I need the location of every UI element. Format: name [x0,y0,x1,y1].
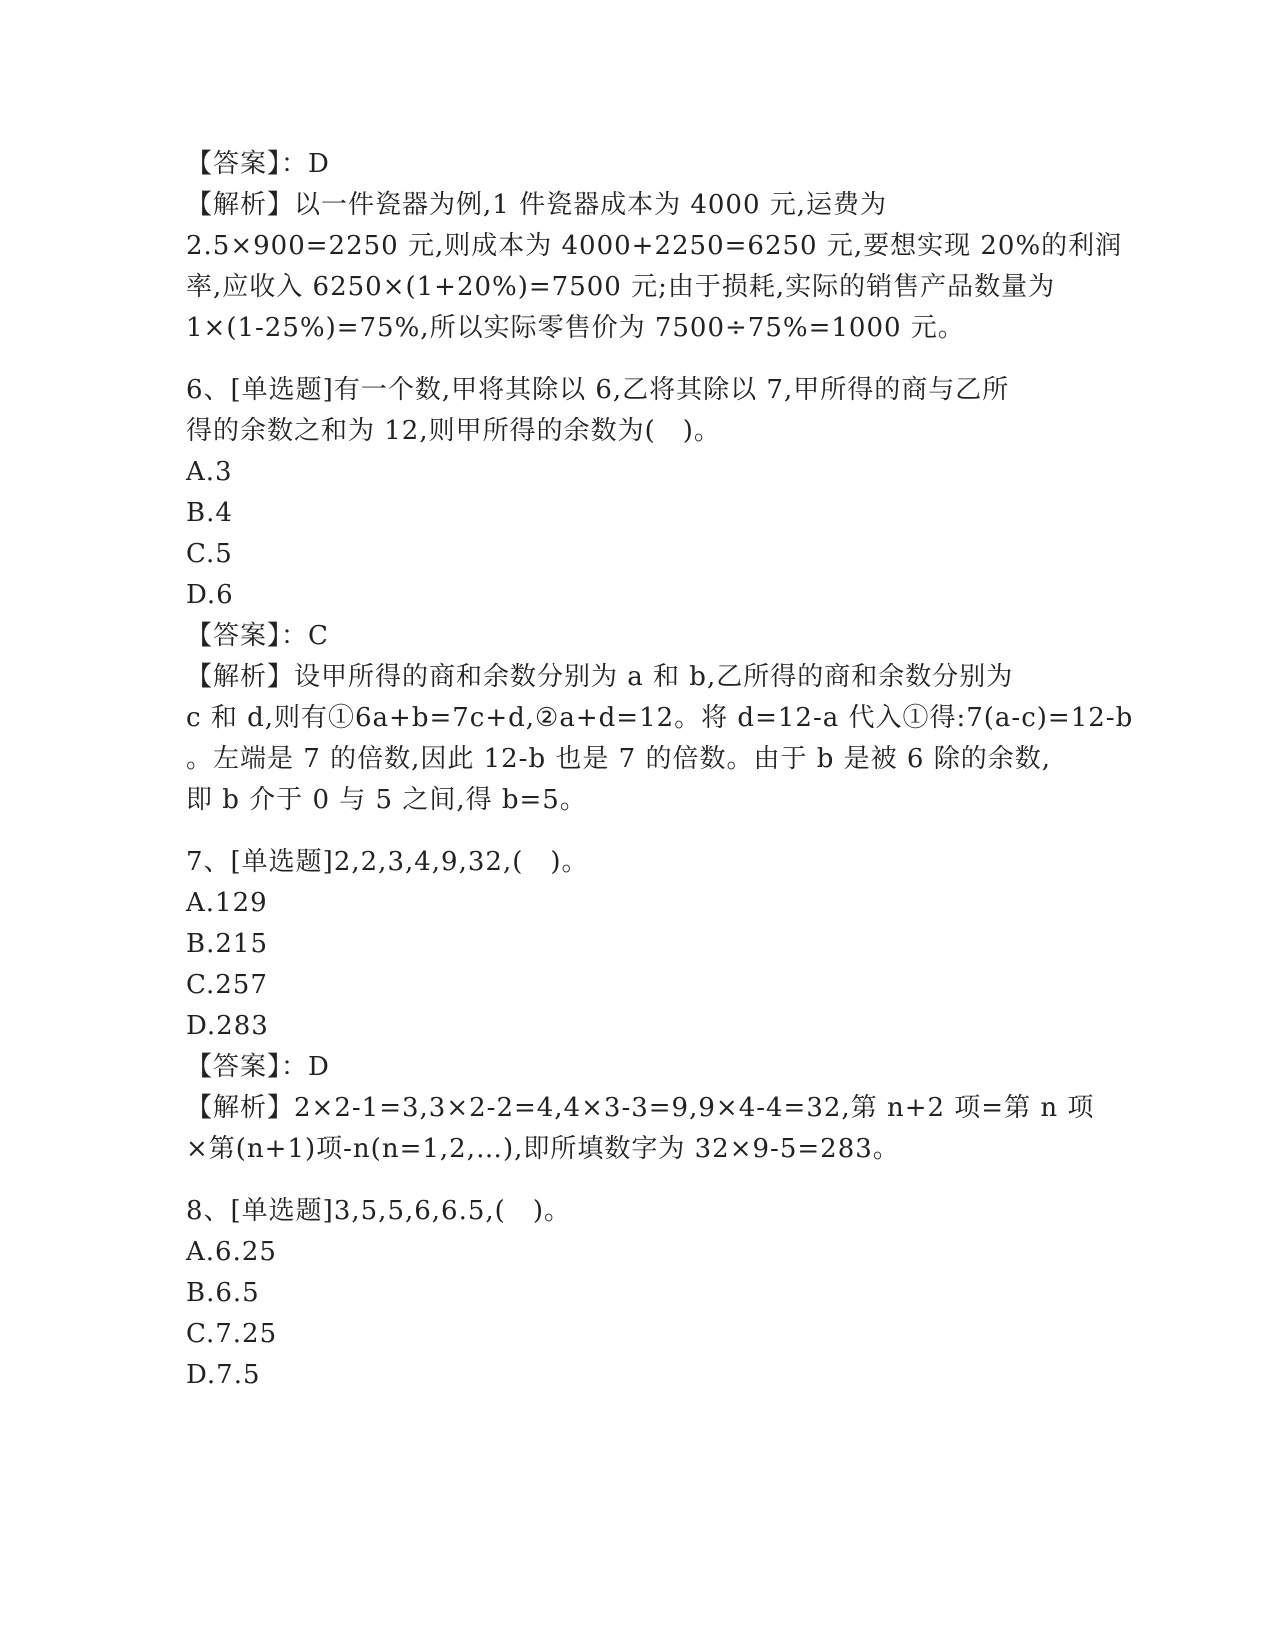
analysis-line: 即 b 介于 0 与 5 之间,得 b=5。 [186,785,587,815]
option-b: B.4 [186,498,233,528]
option-b: B.215 [186,929,268,959]
answer-label: 【答案】：D [186,1052,330,1082]
question-stem: 得的余数之和为 12,则甲所得的余数为( )。 [186,416,721,446]
option-d: D.7.5 [186,1360,261,1390]
analysis-line: 。左端是 7 的倍数,因此 12-b 也是 7 的倍数。由于 b 是被 6 除的余数, [186,744,1051,774]
option-b: B.6.5 [186,1278,260,1308]
analysis-line: 2.5×900=2250 元,则成本为 4000+2250=6250 元,要想实现 20%的利润 [186,231,1123,261]
option-c: C.7.25 [186,1319,278,1349]
option-a: A.6.25 [186,1237,277,1267]
question-stem: 6、[单选题]有一个数,甲将其除以 6,乙将其除以 7,甲所得的商与乙所 [186,375,1010,405]
option-d: D.6 [186,580,234,610]
question-stem: 7、[单选题]2,2,3,4,9,32,( )。 [186,847,589,877]
analysis-line: c 和 d,则有①6a+b=7c+d,②a+d=12。将 d=12-a 代入①得:7(a-c)=12-b [186,703,1134,733]
answer-label: 【答案】：C [186,621,329,651]
analysis-line: 【解析】2×2-1=3,3×2-2=4,4×3-3=9,9×4-4=32,第 n+2 项=第 n 项 [186,1093,1095,1123]
option-d: D.283 [186,1011,269,1041]
option-a: A.129 [186,888,268,918]
analysis-line: 【解析】以一件瓷器为例,1 件瓷器成本为 4000 元,运费为 [186,190,888,220]
analysis-line: 率,应收入 6250×(1+20%)=7500 元;由于损耗,实际的销售产品数量为 [186,272,1056,302]
analysis-line: 1×(1-25%)=75%,所以实际零售价为 7500÷75%=1000 元。 [186,313,965,343]
option-c: C.5 [186,539,233,569]
option-c: C.257 [186,970,268,1000]
answer-label: 【答案】：D [186,149,330,179]
analysis-line: 【解析】设甲所得的商和余数分别为 a 和 b,乙所得的商和余数分别为 [186,662,1014,692]
analysis-line: ×第(n+1)项-n(n=1,2,…),即所填数字为 32×9-5=283。 [186,1134,900,1164]
question-stem: 8、[单选题]3,5,5,6,6.5,( )。 [186,1196,571,1226]
option-a: A.3 [186,457,233,487]
